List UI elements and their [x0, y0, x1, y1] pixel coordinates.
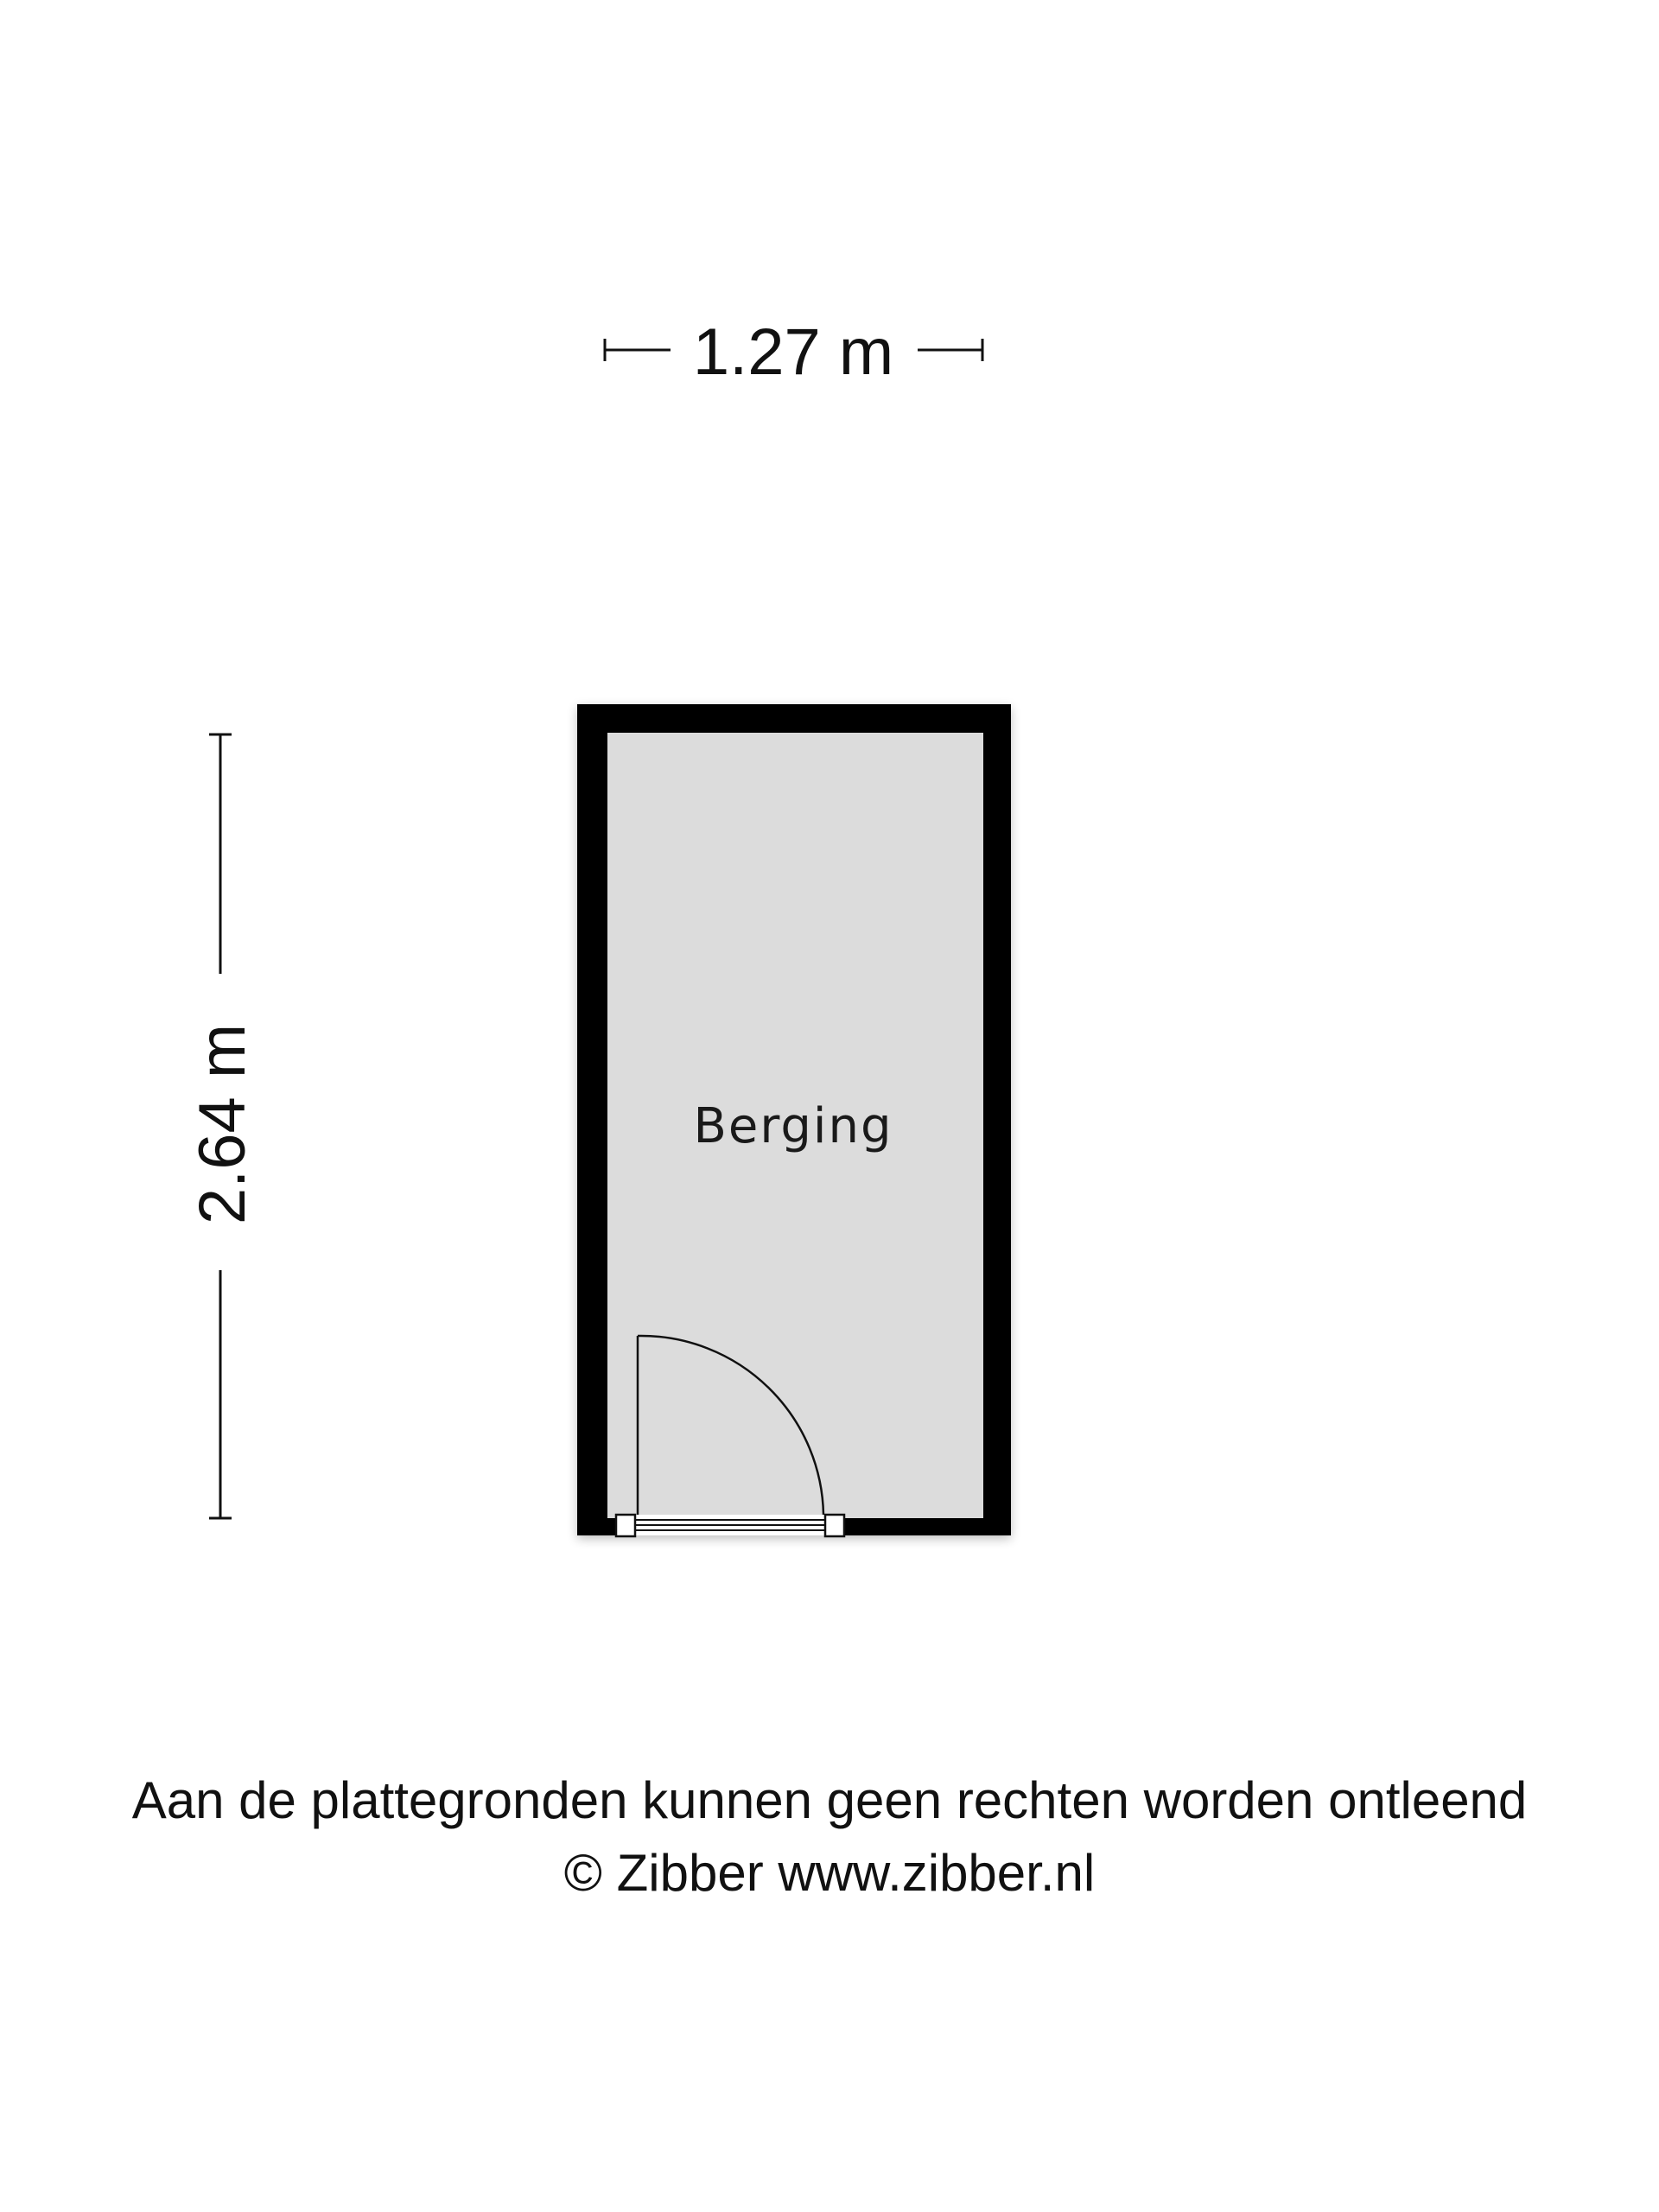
width-dimension-label: 1.27 m — [692, 315, 894, 389]
door-jamb-right — [825, 1515, 844, 1536]
width-dimension — [605, 315, 982, 389]
door-jamb-left — [616, 1515, 635, 1536]
disclaimer-text: Aan de plattegronden kunnen geen rechten worden ontleend — [131, 1771, 1528, 1829]
room-label: Berging — [693, 1098, 893, 1154]
height-dimension — [186, 734, 259, 1518]
height-dimension-label: 2.64 m — [186, 1023, 259, 1225]
copyright-text: © Zibber www.zibber.nl — [563, 1844, 1096, 1902]
